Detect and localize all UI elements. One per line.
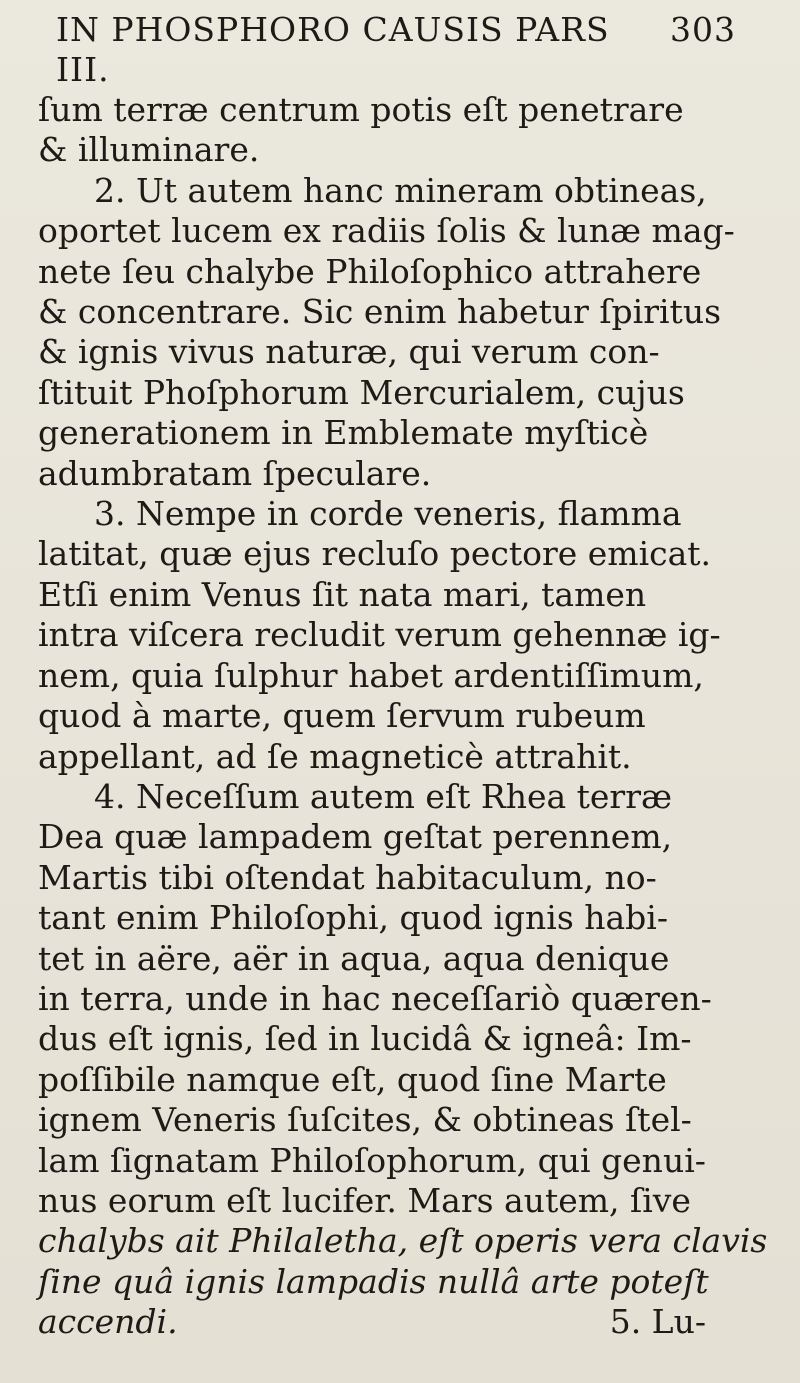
text-line: ignem Veneris ſuſcites, & obtineas ſtel- [38, 1100, 692, 1140]
page-number: 303 [670, 10, 736, 49]
text-line: & concentrare. Sic enim habetur ſpiritus [38, 292, 722, 332]
text-line: quod à marte, quem ſervum rubeum [38, 696, 646, 736]
text-line: lam ſignatam Philoſophorum, qui genui- [38, 1140, 706, 1180]
text-line: tant enim Philoſophi, quod ignis habi- [38, 898, 669, 938]
catchword: 5. Lu- [609, 1302, 706, 1342]
text-line-italic: accendi. [38, 1302, 178, 1342]
text-line: Martis tibi oſtendat habitaculum, no- [38, 857, 657, 897]
text-line: latitat, quæ ejus recluſo pectore emicat. [38, 534, 712, 574]
text-line: dus eſt ignis, ſed in lucidâ & igneâ: Im- [38, 1019, 692, 1059]
text-line: tet in aëre, aër in aqua, aqua denique [38, 938, 670, 978]
text-line: generationem in Emblemate myſticè [38, 413, 649, 453]
text-line: Dea quæ lampadem geſtat perennem, [38, 817, 673, 857]
text-line: in terra, unde in hac neceſſariò quæren- [38, 978, 712, 1018]
text-line: ſtituit Phoſphorum Mercurialem, cujus [38, 372, 685, 412]
text-line: oportet lucem ex radiis ſolis & lunæ mag- [38, 211, 735, 251]
text-line: Etſi enim Venus ſit nata mari, tamen [38, 574, 647, 614]
running-title: IN PHOSPHORO CAUSIS PARS III. [56, 10, 610, 89]
text-line-italic: chalybs ait Philaletha, eſt operis vera clavis [38, 1221, 768, 1261]
text-line: nus eorum eſt lucifer. Mars autem, ſive [38, 1180, 691, 1220]
text-line: intra viſcera recludit verum gehennæ ig- [38, 615, 721, 655]
text-line: poſſibile namque eſt, quod ſine Marte [38, 1059, 667, 1099]
paragraph-start: 2. Ut autem hanc mineram obtineas, [94, 170, 707, 210]
text-line: & ignis vivus naturæ, qui verum con- [38, 332, 660, 372]
text-line-italic: ſine quâ ignis lampadis nullâ arte poteſt [38, 1261, 709, 1301]
text-line: appellant, ad ſe magneticè attrahit. [38, 736, 632, 776]
paragraph-start: 3. Nempe in corde veneris, flamma [94, 494, 682, 534]
last-line [38, 1302, 766, 1342]
text-line: nem, quia ſulphur habet ardentiſſimum, [38, 655, 704, 695]
text-line: ſum terræ centrum potis eſt penetrare [38, 90, 684, 129]
paragraph-start: 4. Neceſſum autem eſt Rhea terræ [94, 776, 672, 816]
running-header [56, 10, 736, 90]
text-line: adumbratam ſpeculare. [38, 453, 432, 493]
text-line: & illuminare. [38, 130, 260, 170]
text-line: nete ſeu chalybe Philoſophico attrahere [38, 251, 702, 291]
